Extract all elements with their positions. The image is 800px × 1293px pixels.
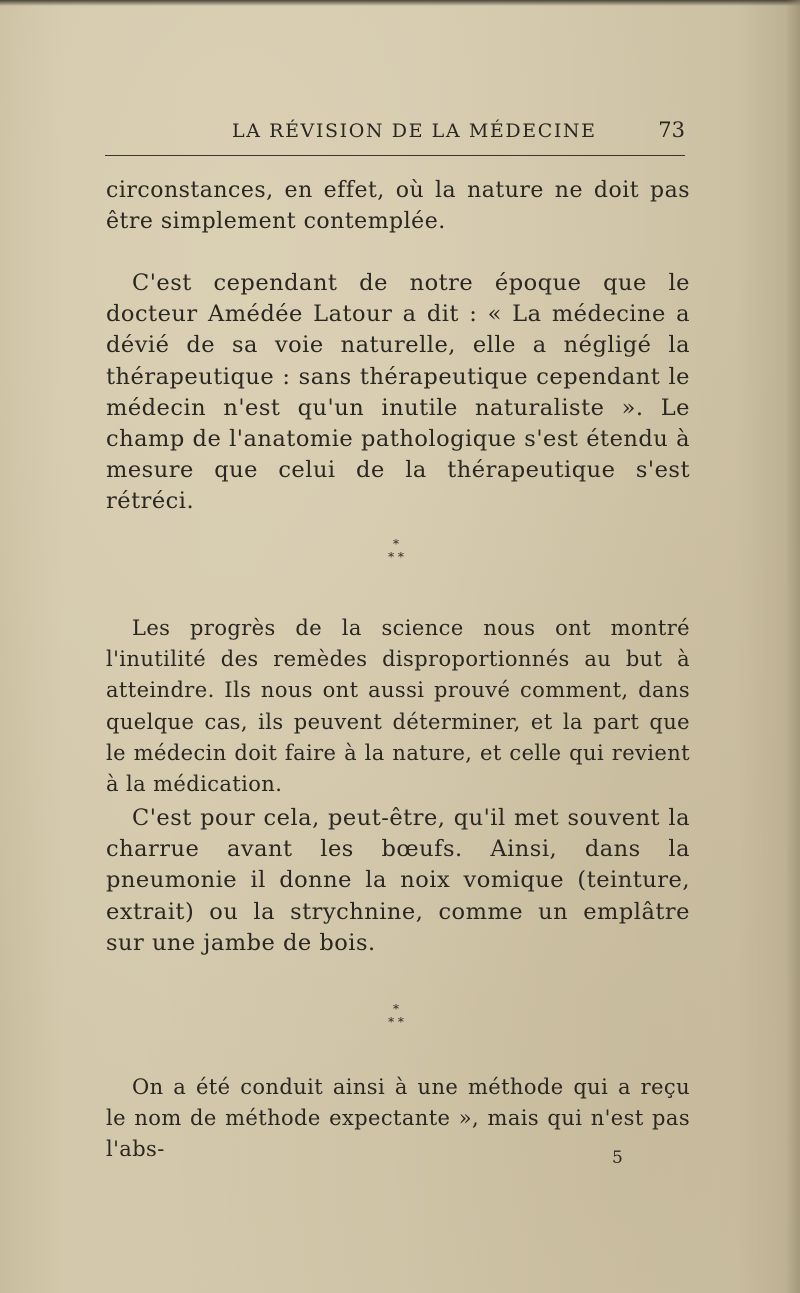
paragraph-text: Les progrès de la science nous ont montré l'inutilité des remèdes disproportionnés au but à atteindre. Ils nous ont aussi prouvé comment, dans quelque cas, ils peuvent déterminer, et la part que le médecin doit faire à la nature, et celle qui revient à la médication. (106, 616, 690, 797)
paragraph-text: circonstances, en effet, où la nature ne doit pas être simplement contemplée. (106, 178, 690, 235)
page-right-edge (786, 0, 800, 1293)
asterism-bottom-stars: * * (388, 550, 404, 564)
paragraph-science-progress (106, 613, 690, 800)
signature-mark: 5 (612, 1148, 623, 1168)
asterism-top-star: * (393, 537, 399, 551)
section-asterism (376, 1003, 416, 1029)
paragraph-text: C'est cependant de notre époque que le docteur Amédée Latour a dit : « La médecine a dévié de sa voie naturelle, elle a négligé la thérapeutique : sans thérapeutique cependant le médecin n'est qu'un inutile naturaliste ». Le champ de l'anatomie pathologique s'est étendu à mesure que celui de la thérapeutique s'est rétréci. (106, 270, 690, 515)
asterism-bottom-stars: * * (388, 1015, 404, 1029)
page-header (105, 118, 687, 148)
paragraph-latour-quote (106, 268, 690, 518)
paragraph-text: On a été conduit ainsi à une méthode qui a reçu le nom de méthode expectante », mais qui n'est pas l'abs- (106, 1075, 690, 1162)
asterism-top-star: * (393, 1002, 399, 1016)
header-rule (105, 155, 685, 156)
running-head: LA RÉVISION DE LA MÉDECINE (232, 120, 597, 142)
section-asterism (376, 538, 416, 564)
paragraph-continuation (106, 175, 690, 237)
paragraph-expectant-method (106, 1072, 690, 1166)
page-number: 73 (658, 118, 685, 142)
page-top-edge (0, 0, 800, 6)
paragraph-text: C'est pour cela, peut-être, qu'il met souvent la charrue avant les bœufs. Ainsi, dans la pneumonie il donne la noix vomique (teinture, extrait) ou la strychnine, comme un emplâtre sur une jambe de bois. (106, 805, 690, 956)
paragraph-charrue (106, 803, 690, 959)
